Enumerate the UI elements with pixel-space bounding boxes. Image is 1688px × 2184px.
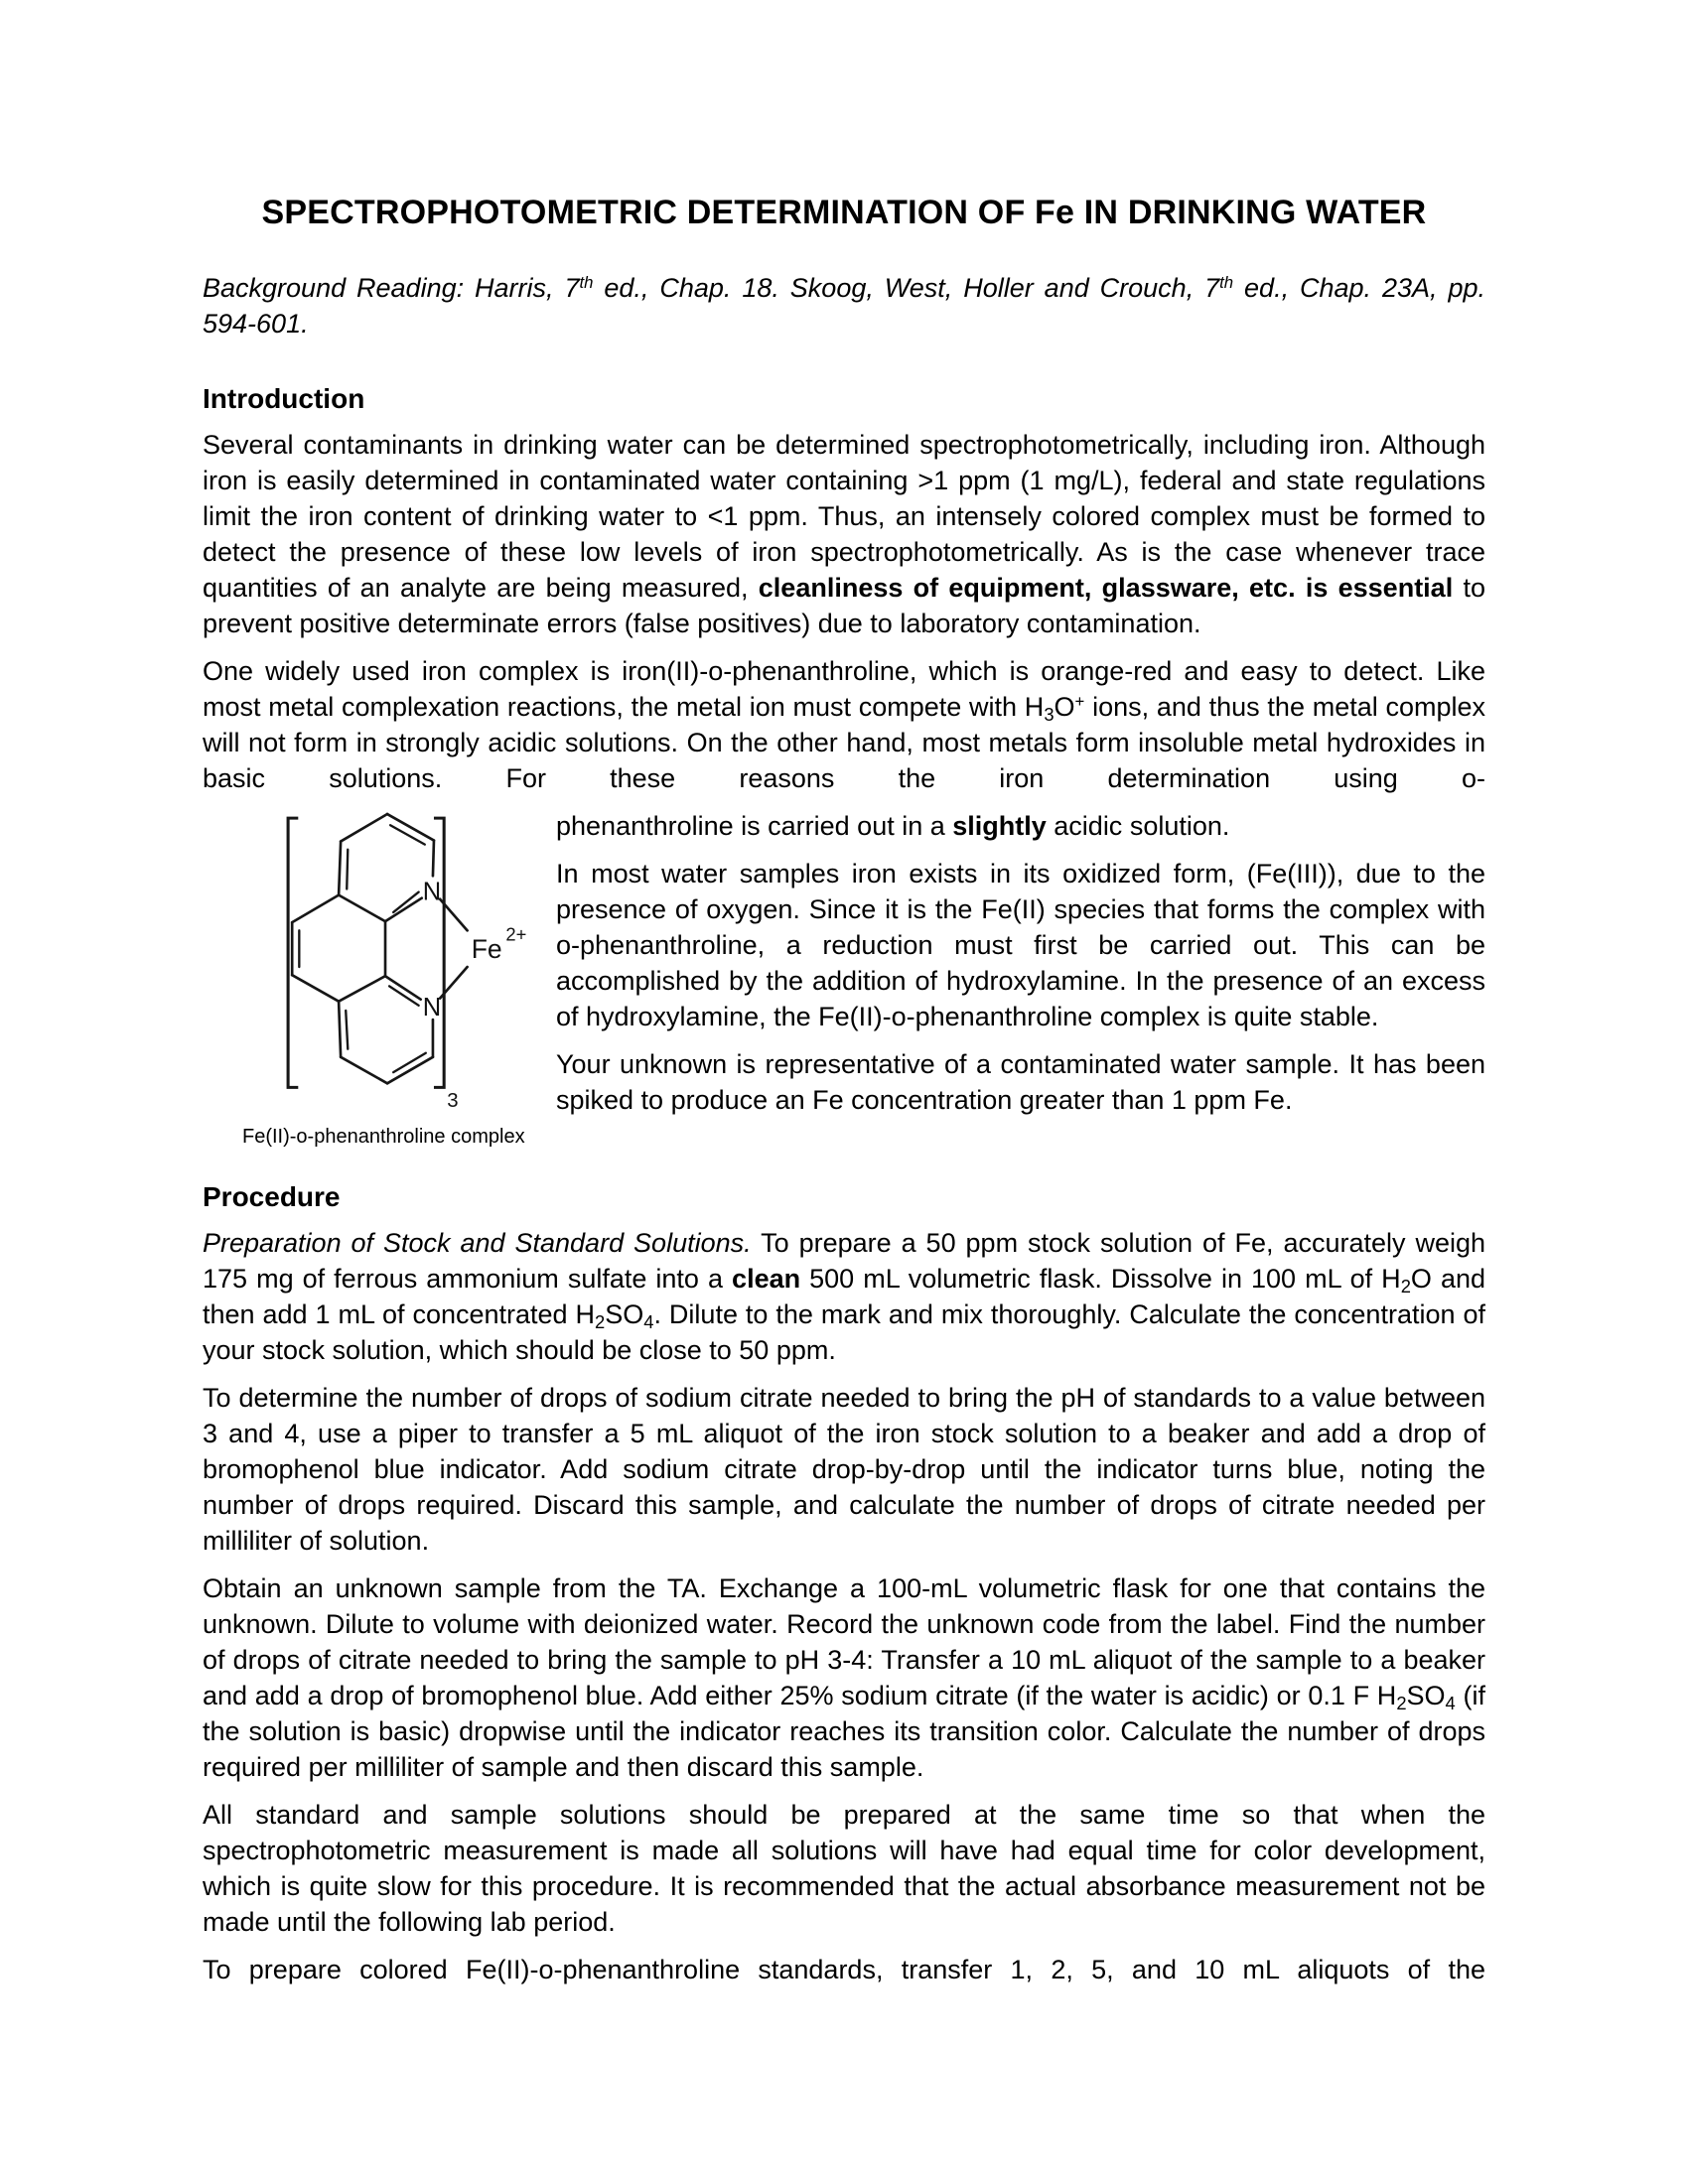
text-run: One widely used iron complex is iron(II)-o-phenanthroline, which is orange-red and easy to detect. Like most metal complexation reactions, the metal ion must compete with H — [203, 656, 1485, 722]
text-run: O — [1054, 692, 1075, 722]
text-run: to prevent positive determinate errors (false positives) due to laboratory contamination. — [203, 573, 1485, 638]
text-run: (if the solution is basic) dropwise until the indicator reaches its transition color. Calculate the number of drops required per milliliter of sample and then discard this sample. — [203, 1681, 1485, 1782]
text-run: 2 — [595, 1311, 606, 1333]
paragraph-procedure-2 — [203, 1380, 1485, 1559]
text-run: 500 mL volumetric flask. Dissolve in 100 mL of H — [800, 1264, 1401, 1294]
text-run: th — [1219, 272, 1234, 292]
phenanthroline-structure-diagram — [286, 812, 534, 1118]
figure-caption: Fe(II)-o-phenanthroline complex — [242, 1126, 525, 1148]
text-run: To prepare a 50 ppm stock solution of Fe, accurately weigh 175 mg of ferrous ammonium sulfate into a — [203, 1228, 1486, 1294]
text-run: ions, and thus the metal complex will not form in strongly acidic solutions. On the other hand, most metals form insoluble metal hydroxides in basic solutions. For these reasons the iron determination using o- — [203, 692, 1486, 793]
paragraph-procedure-3 — [203, 1570, 1485, 1785]
text-run: phenanthroline is carried out in a — [556, 811, 953, 841]
text-run: ed., Chap. 23A, pp. 594-601. — [203, 273, 1485, 339]
text-run: Background Reading: Harris, 7 — [203, 273, 580, 303]
text-run: 2 — [1400, 1276, 1411, 1297]
text-run: th — [579, 272, 594, 292]
text-run: ed., Chap. 18. Skoog, West, Holler and Crouch, 7 — [593, 273, 1220, 303]
heading-introduction: Introduction — [203, 383, 365, 414]
text-run: acidic solution. — [1046, 811, 1230, 841]
repeat-subscript: 3 — [447, 1089, 459, 1112]
text-run: To prepare colored Fe(II)-o-phenanthroline standards, transfer 1, 2, 5, and 10 mL aliquots of the — [203, 1955, 1485, 1984]
text-run: 4 — [1445, 1693, 1456, 1714]
double-bond-inner-lines — [299, 825, 425, 1072]
iron-label: Fe — [471, 933, 502, 964]
text-run: SO — [605, 1299, 644, 1329]
text-run: + — [1074, 691, 1085, 711]
text-run: 3 — [1044, 704, 1055, 726]
text-run: Preparation of Stock and Standard Solutions. — [203, 1228, 752, 1258]
text-run: . Dilute to the mark and mix thoroughly. Calculate the concentration of your stock solution, which should be close to 50 ppm. — [203, 1299, 1485, 1365]
text-run: 2 — [1396, 1693, 1407, 1714]
text-run: O and then add 1 mL of concentrated H — [203, 1264, 1485, 1329]
document-title: SPECTROPHOTOMETRIC DETERMINATION OF Fe IN DRINKING WATER — [261, 194, 1427, 231]
text-run: In most water samples iron exists in its oxidized form, (Fe(III)), due to the presence of oxygen. Since it is the Fe(II) species that forms the complex with o-phenanthroline, a reduction must first be carried out. This can be accomplished by the addition of hydroxylamine. In the presence of an excess of hydroxylamine, the Fe(II)-o-phenanthroline complex is quite stable. — [556, 859, 1485, 1031]
text-run: clean — [732, 1264, 801, 1294]
text-run: 4 — [643, 1311, 654, 1333]
single-bonds — [292, 814, 467, 1083]
right-bracket — [434, 818, 444, 1087]
paragraph-intro-2a — [203, 653, 1485, 796]
nitrogen-label-top: N — [422, 878, 442, 906]
paragraph-procedure-4 — [203, 1797, 1485, 1940]
background-reading — [203, 270, 1485, 341]
nitrogen-label-bottom: N — [422, 993, 442, 1022]
text-run: slightly — [952, 811, 1047, 841]
text-run: cleanliness of equipment, glassware, etc. is essential — [758, 573, 1454, 603]
text-run: Your unknown is representative of a contaminated water sample. It has been spiked to produce an Fe concentration greater than 1 ppm Fe. — [556, 1049, 1485, 1115]
heading-procedure: Procedure — [203, 1181, 341, 1212]
paragraph-procedure-1 — [203, 1225, 1485, 1368]
text-run: To determine the number of drops of sodium citrate needed to bring the pH of standards to a value between 3 and 4, use a piper to transfer a 5 mL aliquot of the iron stock solution to a beaker and add a drop of bromophenol blue indicator. Add sodium citrate drop-by-drop until the indicator turns blue, noting the number of drops required. Discard this sample, and calculate the number of drops of citrate needed per milliliter of solution. — [203, 1383, 1485, 1556]
paragraph-intro-1 — [203, 427, 1485, 641]
iron-charge-label: 2+ — [505, 923, 527, 945]
text-run: All standard and sample solutions should be prepared at the same time so that when the spectrophotometric measurement is made all solutions will have had equal time for color development, which is quite slow for this procedure. It is recommended that the actual absorbance measurement not be made until the following lab period. — [203, 1800, 1485, 1937]
text-run: Several contaminants in drinking water can be determined spectrophotometrically, including iron. Although iron is easily determined in contaminated water containing >1 ppm (1 mg/L), federal and state regulations limit the iron content of drinking water to <1 ppm. Thus, an intensely colored complex must be formed to detect the presence of these low levels of iron spectrophotometrically. As is the case whenever trace quantities of an analyte are being measured, — [203, 430, 1485, 603]
text-run: SO — [1406, 1681, 1446, 1710]
text-run: Obtain an unknown sample from the TA. Exchange a 100-mL volumetric flask for one that contains the unknown. Dilute to volume with deionized water. Record the unknown code from the label. Find the number of drops of citrate needed to bring the sample to pH 3-4: Transfer a 10 mL aliquot of the sample to a beaker and add a drop of bromophenol blue. Add either 25% sodium citrate (if the water is acidic) or 0.1 F H — [203, 1573, 1485, 1710]
paragraph-procedure-5 — [203, 1952, 1485, 1987]
figure-fe-phenanthroline-complex — [203, 808, 556, 1179]
